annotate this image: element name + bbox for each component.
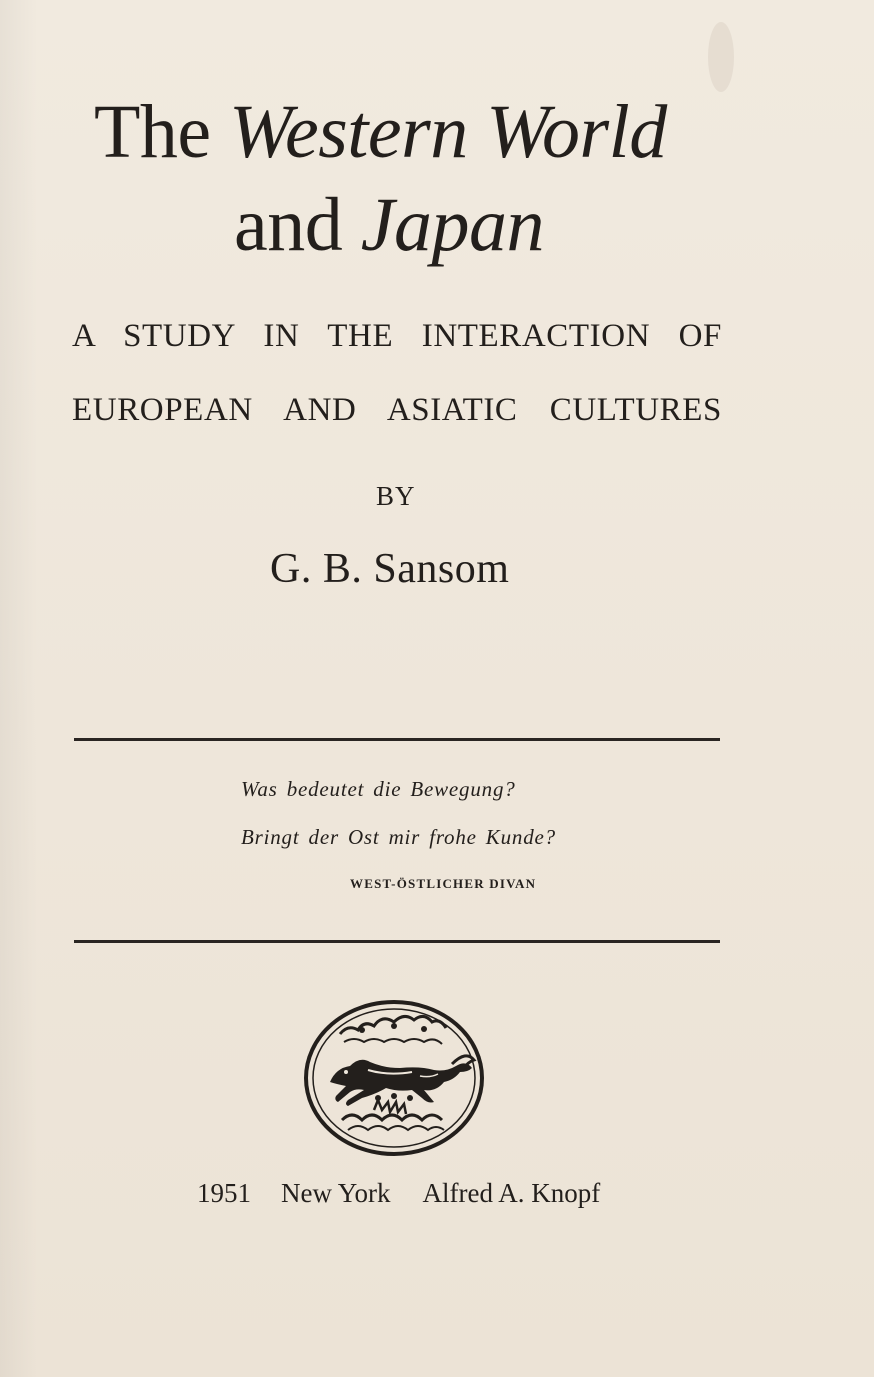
epigraph-bottom-rule	[74, 940, 720, 943]
publication-city: New York	[281, 1178, 391, 1208]
epigraph-line-2: Bringt der Ost mir frohe Kunde?	[241, 825, 556, 849]
imprint-line	[197, 1178, 600, 1209]
subtitle-line-2: EUROPEAN AND ASIATIC CULTURES	[72, 392, 722, 428]
author-name: G. B. Sansom	[270, 546, 510, 592]
epigraph-source: WEST-ÖSTLICHER DIVAN	[350, 876, 537, 891]
book-title-line-2	[0, 183, 874, 267]
borzoi-dog-colophon-icon	[302, 998, 486, 1158]
epigraph-top-rule	[74, 738, 720, 741]
book-title-line-1	[0, 90, 874, 174]
title-japan: Japan	[360, 183, 544, 267]
title-western-world: Western World	[229, 90, 667, 174]
publication-year: 1951	[197, 1178, 251, 1208]
byline-by: BY	[376, 481, 416, 511]
title-word-and: and	[234, 183, 343, 267]
title-word-the: The	[94, 90, 211, 174]
epigraph-line-1: Was bedeutet die Bewegung?	[241, 777, 516, 801]
paper-stain	[708, 22, 734, 92]
publisher-name: Alfred A. Knopf	[422, 1178, 601, 1208]
subtitle-line-1: A STUDY IN THE INTERACTION OF	[72, 318, 722, 354]
